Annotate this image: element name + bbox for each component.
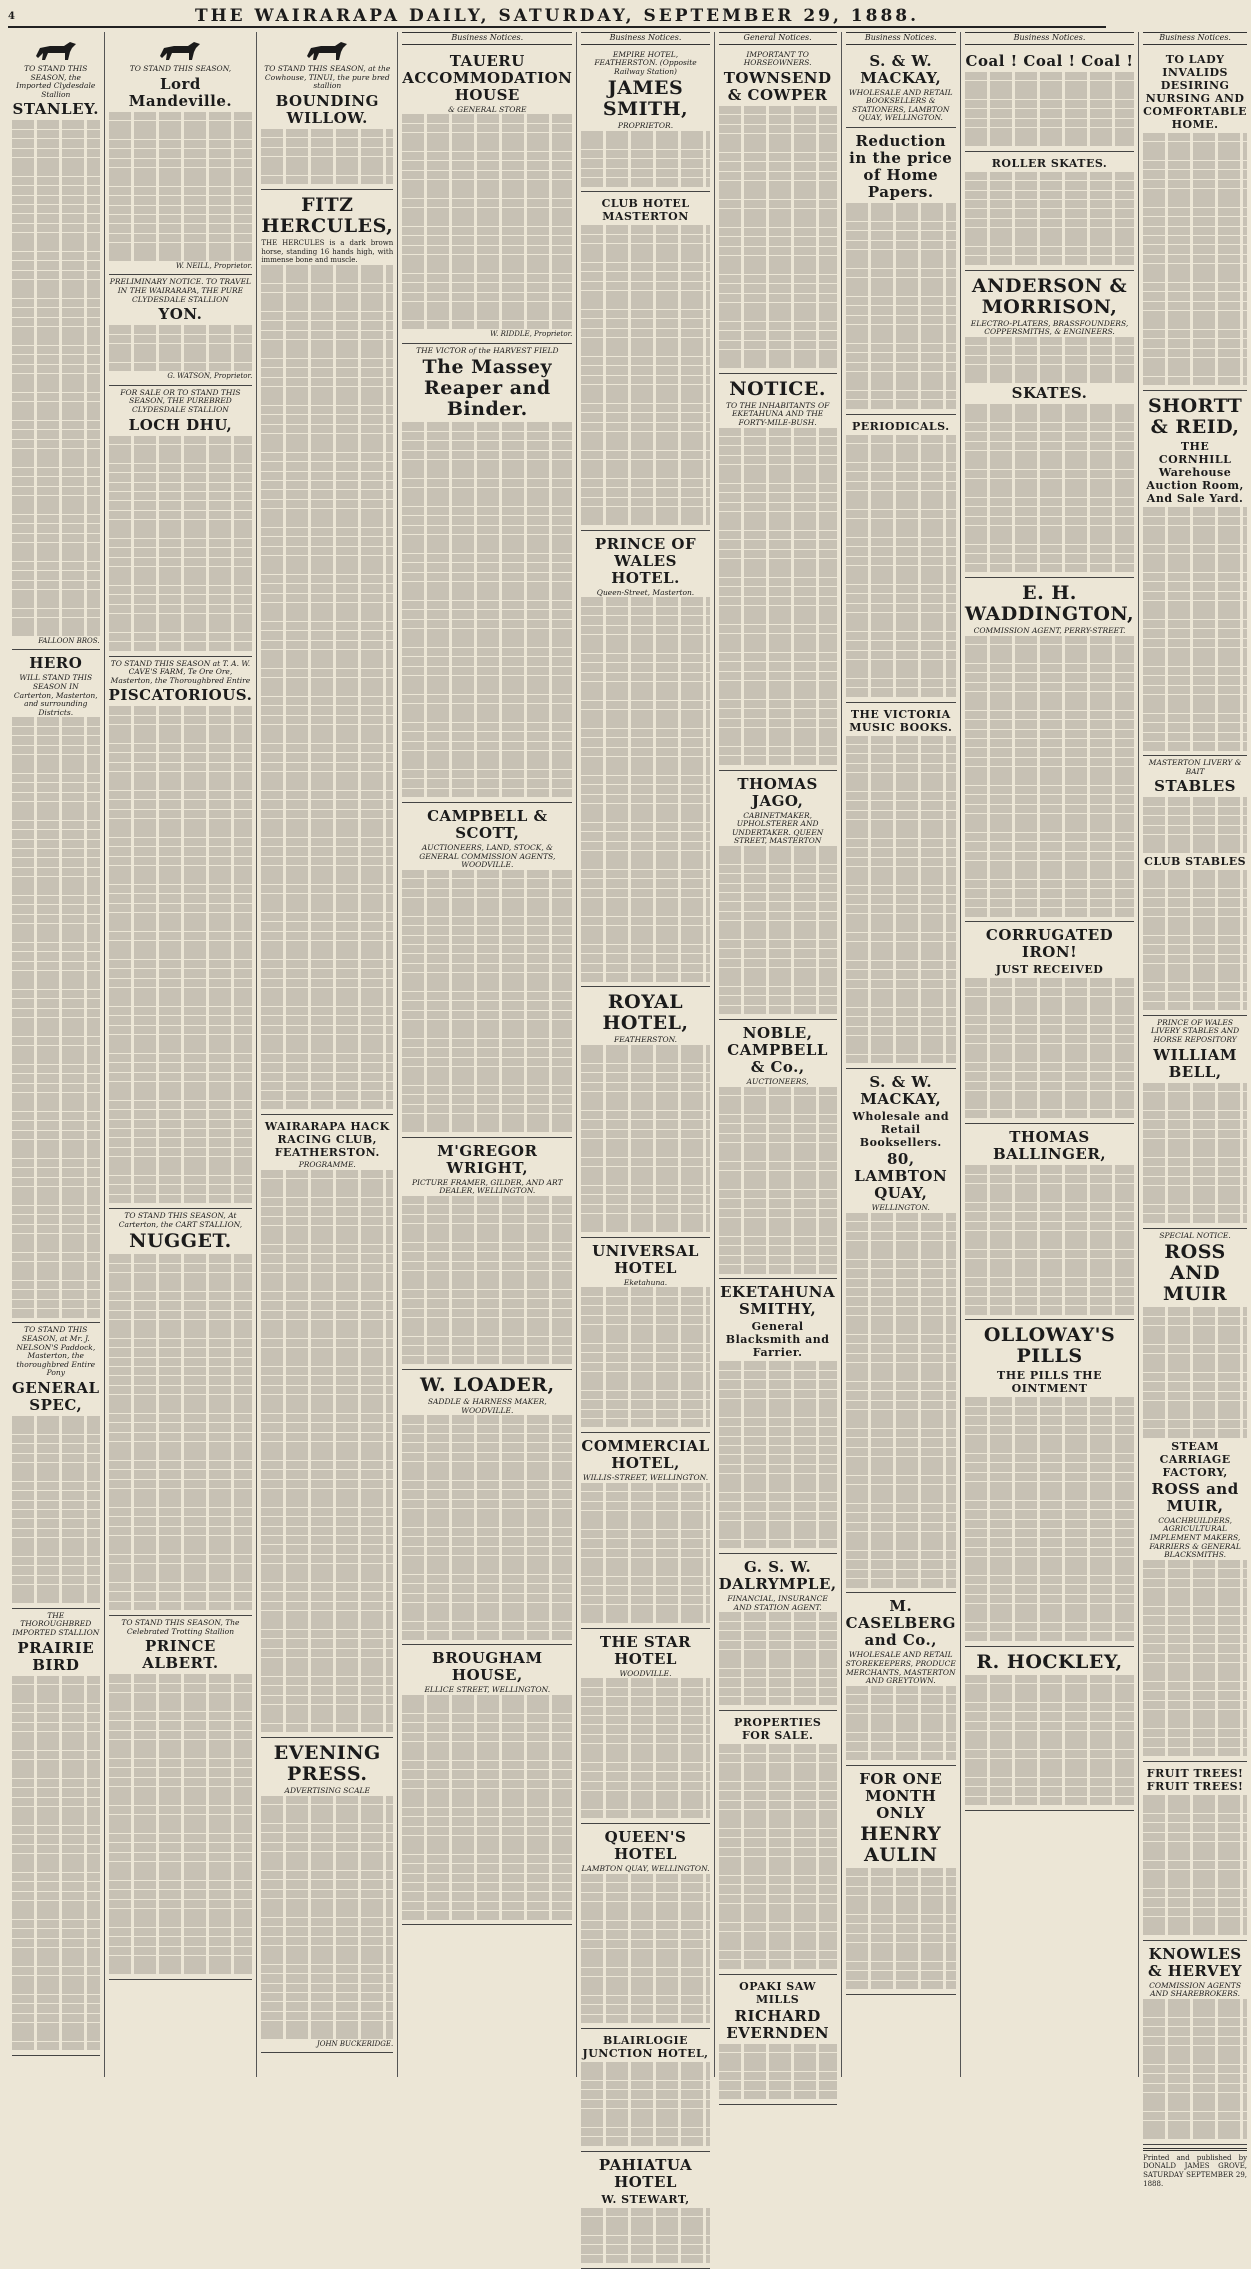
ad-intro: FOR SALE OR TO STAND THIS SEASON, THE PUREBRED CLYDESDALE STALLION bbox=[120, 387, 241, 414]
ad-subheading: AUCTIONEERS, LAND, STOCK, & GENERAL COMMISSION AGENTS, WOODVILLE. bbox=[419, 842, 556, 870]
ad-shortt-reid bbox=[1143, 391, 1247, 756]
ad-body bbox=[109, 325, 253, 371]
ad-signature: W. NEILL, Proprietor. bbox=[175, 261, 253, 270]
ad-intro: PRELIMINARY NOTICE. TO TRAVEL IN THE WAIRARAPA, THE PURE CLYDESDALE STALLION bbox=[109, 277, 252, 304]
ad-heading: FITZ HERCULES, bbox=[261, 194, 394, 238]
ad-body bbox=[1143, 1083, 1247, 1223]
ad-body bbox=[1143, 870, 1247, 1010]
horse-icon bbox=[261, 38, 393, 62]
ad-subheading: W. STEWART, bbox=[601, 2192, 690, 2206]
ad-body bbox=[581, 1678, 709, 1818]
ad-heading: CORRUGATED IRON! bbox=[985, 926, 1114, 962]
ad-coal bbox=[965, 48, 1134, 152]
ad-prince-of-wales-hotel bbox=[581, 531, 709, 988]
ad-heading: STABLES bbox=[1154, 777, 1236, 796]
ad-subheading: FEATHERSTON. bbox=[613, 1035, 678, 1045]
ad-body bbox=[846, 1213, 956, 1588]
ad-thomas-jago bbox=[719, 771, 837, 1020]
column-4 bbox=[398, 32, 577, 2077]
ad-body bbox=[261, 129, 393, 185]
ad-heading: S. & W. MACKAY, bbox=[860, 51, 942, 87]
ad-body bbox=[846, 1868, 956, 1989]
column-5 bbox=[577, 32, 714, 2206]
ad-subheading: & GENERAL STORE bbox=[448, 104, 527, 114]
ad-heading: ANDERSON & MORRISON, bbox=[971, 274, 1128, 318]
ad-body bbox=[846, 1686, 956, 1760]
ad-body bbox=[719, 106, 837, 368]
ad-address: 80, LAMBTON QUAY, bbox=[854, 1150, 948, 1203]
ad-heading: CAMPBELL & SCOTT, bbox=[427, 806, 548, 842]
ad-hero bbox=[12, 650, 100, 1323]
ad-intro: TO STAND THIS SEASON, The Celebrated Trotting Stallion bbox=[121, 1618, 240, 1636]
ad-blairlogie-hotel bbox=[581, 2029, 709, 2152]
ad-heading: PROPERTIES FOR SALE. bbox=[734, 1716, 822, 1743]
ad-heading: Lord Mandeville. bbox=[128, 74, 233, 110]
ad-heading: STANLEY. bbox=[12, 100, 100, 119]
column-9 bbox=[1139, 32, 1251, 2188]
ad-anderson-morrison bbox=[965, 271, 1134, 578]
ad-caselberg bbox=[846, 1593, 956, 1766]
imprint: Printed and published by DONALD JAMES GROVE, SATURDAY SEPTEMBER 29, 1888. bbox=[1143, 2153, 1248, 2188]
ad-intro: EMPIRE HOTEL, FEATHERSTON. (Opposite Railway Station) bbox=[594, 49, 697, 76]
ad-fruit-trees bbox=[1143, 1762, 1247, 1941]
ad-intro: MASTERTON LIVERY & BAIT bbox=[1148, 758, 1242, 776]
ad-hack-racing-club bbox=[261, 1115, 393, 1738]
ad-subheading: PROGRAMME. bbox=[298, 1160, 356, 1170]
ad-heading: CLUB HOTEL MASTERTON bbox=[601, 197, 690, 224]
ad-subheading: WHOLESALE AND RETAIL STOREKEEPERS, PRODUCE MERCHANTS, MASTERTON AND GREYTOWN. bbox=[845, 1650, 956, 1686]
ad-body bbox=[1143, 1999, 1247, 2139]
ad-heading: GENERAL SPEC, bbox=[12, 1378, 100, 1414]
ad-intro: TO STAND THIS SEASON, at Mr. J. NELSON'S Paddock, Masterton, the thoroughbred Entire Pony bbox=[16, 1325, 96, 1378]
column-header: Business Notices. bbox=[1143, 32, 1247, 45]
ad-body bbox=[719, 846, 837, 1014]
ad-w-loader bbox=[402, 1370, 572, 1646]
column-2 bbox=[105, 32, 258, 2077]
ad-subheading: SADDLE & HARNESS MAKER, WOODVILLE. bbox=[427, 1396, 547, 1415]
ad-body bbox=[581, 2062, 709, 2146]
ad-body bbox=[402, 422, 572, 797]
ad-body bbox=[1143, 507, 1247, 750]
ad-lady-invalids bbox=[1143, 48, 1247, 392]
ad-heading: THOMAS BALLINGER, bbox=[992, 1128, 1107, 1164]
ad-yon bbox=[109, 275, 253, 385]
ad-waddington bbox=[965, 578, 1134, 922]
columns bbox=[8, 32, 1248, 2206]
ad-nugget bbox=[109, 1209, 253, 1616]
ad-body bbox=[402, 114, 572, 329]
ad-heading: FRUIT TREES! FRUIT TREES! bbox=[1146, 1766, 1244, 1793]
ad-knowles-hervey bbox=[1143, 1941, 1247, 2145]
ad-body bbox=[261, 1796, 393, 2039]
ad-body bbox=[12, 717, 100, 1317]
page-number: 4 bbox=[8, 10, 15, 22]
ad-heading: NUGGET. bbox=[129, 1230, 232, 1253]
ad-body bbox=[1143, 1795, 1247, 1935]
ad-royal-hotel bbox=[581, 987, 709, 1237]
ad-star-hotel bbox=[581, 1629, 709, 1824]
ad-heading: PISCATORIOUS. bbox=[108, 686, 253, 705]
newspaper-title: THE WAIRARAPA DAILY, SATURDAY, SEPTEMBER 29, 1888. bbox=[194, 6, 920, 26]
ad-body bbox=[965, 404, 1134, 572]
column-7 bbox=[842, 32, 961, 2077]
ad-club-hotel bbox=[581, 192, 709, 531]
column-header: Business Notices. bbox=[965, 32, 1134, 45]
ad-heading: ROLLER SKATES. bbox=[991, 156, 1108, 170]
ad-brougham-house bbox=[402, 1645, 572, 1925]
ad-heading: QUEEN'S HOTEL bbox=[604, 1828, 687, 1864]
column-8 bbox=[961, 32, 1139, 2077]
ad-subheading: COACHBUILDERS, AGRICULTURAL IMPLEMENT MAKERS, FARRIERS & GENERAL BLACKSMITHS. bbox=[1149, 1515, 1241, 1560]
ad-heading: BOUNDING WILLOW. bbox=[275, 91, 379, 127]
ad-body bbox=[1143, 1307, 1247, 1438]
ad-heading: SHORTT & REID, bbox=[1147, 395, 1243, 439]
ad-subheading: Eketahuna. bbox=[623, 1277, 668, 1287]
ad-periodicals bbox=[846, 415, 956, 703]
ad-heading: OPAKI SAW MILLS bbox=[739, 1979, 817, 2006]
ad-intro: THE HERCULES is a dark brown horse, standing 16 hands high, with immense bone and muscle. bbox=[261, 239, 394, 265]
ad-subheading: ADVERTISING SCALE bbox=[284, 1786, 370, 1796]
ad-club-stables: CLUB STABLES bbox=[1144, 855, 1247, 869]
ad-heading: G. S. W. DALRYMPLE, bbox=[718, 1558, 837, 1594]
ad-body bbox=[846, 435, 956, 697]
ad-body bbox=[965, 1165, 1134, 1314]
ad-queens-hotel bbox=[581, 1824, 709, 2029]
horse-icon bbox=[12, 38, 100, 62]
ad-empire-hotel bbox=[581, 48, 709, 193]
ad-body bbox=[965, 978, 1134, 1118]
ad-subheading: WILLIS-STREET, WELLINGTON. bbox=[582, 1473, 709, 1483]
ad-subheading: ELLICE STREET, WELLINGTON. bbox=[424, 1685, 551, 1695]
ad-opaki-saw-mills bbox=[719, 1975, 837, 2105]
ad-heading: YON. bbox=[158, 305, 203, 324]
ad-mgregor-wright bbox=[402, 1138, 572, 1370]
ad-pahiatua-hotel bbox=[581, 2152, 709, 2269]
ad-townsend-cowper bbox=[719, 48, 837, 374]
ad-intro: WILL STAND THIS SEASON IN Carterton, Masterton, and surrounding Districts. bbox=[13, 673, 98, 717]
ad-subheading: AUCTIONEERS, bbox=[746, 1076, 809, 1086]
ad-general-spec bbox=[12, 1323, 100, 1608]
ad-subheading: COMMISSION AGENT, PERRY-STREET. bbox=[973, 626, 1126, 635]
masthead bbox=[8, 6, 1106, 28]
ad-heading: WILLIAM BELL, bbox=[1153, 1045, 1237, 1081]
ad-intro: IMPORTANT TO HORSEOWNERS. bbox=[743, 49, 812, 68]
ad-livery-stables bbox=[1143, 756, 1247, 1016]
ad-body bbox=[719, 1744, 837, 1969]
ad-body bbox=[109, 706, 253, 1203]
column-header: Business Notices. bbox=[402, 32, 572, 45]
ad-heading: M'GREGOR WRIGHT, bbox=[437, 1141, 538, 1177]
ad-subheading: FINANCIAL, INSURANCE AND STATION AGENT. bbox=[727, 1594, 828, 1612]
column-header: Business Notices. bbox=[846, 32, 956, 45]
ad-evening-press bbox=[261, 1738, 393, 2053]
ad-heading: THE VICTORIA MUSIC BOOKS. bbox=[849, 707, 953, 734]
ad-heading: UNIVERSAL HOTEL bbox=[592, 1241, 699, 1277]
ad-heading: EKETAHUNA SMITHY, bbox=[720, 1283, 836, 1319]
ad-body bbox=[581, 1874, 709, 2023]
ad-body bbox=[12, 1416, 100, 1603]
ad-heading: COMMERCIAL HOTEL, bbox=[581, 1437, 710, 1473]
ad-heading: KNOWLES & HERVEY bbox=[1148, 1944, 1243, 1980]
ad-body bbox=[581, 131, 709, 187]
ad-subheading: ELECTRO-PLATERS, BRASSFOUNDERS, COPPERSMITHS, & ENGINEERS. bbox=[970, 318, 1129, 337]
ad-heading: The Massey Reaper and Binder. bbox=[422, 356, 553, 421]
ad-subheading: RICHARD EVERNDEN bbox=[726, 2006, 830, 2042]
ad-subheading: LAMBTON QUAY, WELLINGTON. bbox=[581, 1864, 710, 1874]
ad-subheading: WOODVILLE. bbox=[619, 1668, 672, 1678]
ad-subheading: PROPRIETOR. bbox=[617, 121, 674, 131]
ad-subheading: THE CORNHILL Warehouse Auction Room, And Sale Yard. bbox=[1146, 440, 1244, 506]
ad-intro: TO STAND THIS SEASON, at the Cowhouse, TINUI, the pure bred stallion bbox=[264, 64, 391, 91]
ad-body bbox=[846, 203, 956, 409]
ad-body bbox=[1143, 1560, 1247, 1756]
ad-body bbox=[402, 870, 572, 1132]
ad-heading: TO LADY INVALIDS DESIRING NURSING AND COMFORTABLE HOME. bbox=[1143, 52, 1248, 131]
ad-heading: LOCH DHU, bbox=[128, 415, 233, 434]
ad-hockley bbox=[965, 1647, 1134, 1811]
ad-lord-mandeville bbox=[109, 32, 253, 275]
ad-body bbox=[402, 1695, 572, 1920]
ad-intro: TO STAND THIS SEASON at T. A. W. CAVE'S FARM, Te Ore Ore, Masterton, the Thoroughbred Entire bbox=[110, 658, 251, 685]
ad-corrugated-iron bbox=[965, 922, 1134, 1124]
ad-heading: THE STAR HOTEL bbox=[599, 1632, 692, 1668]
ad-intro: SPECIAL NOTICE. bbox=[1159, 1230, 1231, 1240]
ad-subheading: PICTURE FRAMER, GILDER, AND ART DEALER, WELLINGTON. bbox=[412, 1177, 563, 1196]
ad-heading: JAMES SMITH, bbox=[602, 77, 689, 121]
ad-subheading: General Blacksmith and Farrier. bbox=[725, 1320, 830, 1360]
ad-commercial-hotel bbox=[581, 1433, 709, 1628]
ad-heading: THOMAS JAGO, bbox=[737, 774, 818, 810]
ad-body bbox=[965, 72, 1134, 146]
ad-body bbox=[965, 636, 1134, 917]
ad-heading: OLLOWAY'S PILLS bbox=[983, 1324, 1116, 1368]
ad-skates-heading: SKATES. bbox=[1011, 383, 1088, 402]
ad-prairie-bird bbox=[12, 1609, 100, 2056]
ad-subheading: THE PILLS THE OINTMENT bbox=[997, 1369, 1102, 1396]
ad-taueru bbox=[402, 48, 572, 344]
ad-subheading: TO THE INHABITANTS OF EKETAHUNA AND THE FORTY-MILE-BUSH. bbox=[725, 400, 830, 427]
ad-mackay-booksellers bbox=[846, 48, 956, 128]
ad-heading: TOWNSEND & COWPER bbox=[723, 68, 832, 104]
ad-intro: TO STAND THIS SEASON, the Imported Clydesdale Stallion bbox=[16, 64, 96, 99]
ad-thomas-ballinger bbox=[965, 1124, 1134, 1320]
ad-heading: BROUGHAM HOUSE, bbox=[432, 1649, 543, 1685]
ad-body bbox=[965, 172, 1134, 265]
ad-city: WELLINGTON. bbox=[871, 1203, 930, 1213]
ad-heading: M. CASELBERG and Co., bbox=[845, 1597, 956, 1650]
ad-body bbox=[109, 436, 253, 651]
ad-properties-for-sale bbox=[719, 1711, 837, 1974]
ad-body bbox=[581, 2208, 709, 2264]
ad-body bbox=[965, 1397, 1134, 1640]
ad-body bbox=[1143, 133, 1247, 386]
ad-heading: PRINCE ALBERT. bbox=[142, 1637, 219, 1673]
ad-signature: G. WATSON, Proprietor. bbox=[167, 372, 253, 381]
ad-heading: Reduction in the price of Home Papers. bbox=[849, 131, 953, 201]
ad-body bbox=[719, 1361, 837, 1548]
ad-ross-and-muir bbox=[1143, 1229, 1247, 1762]
ad-heading: R. HOCKLEY, bbox=[976, 1650, 1123, 1673]
ad-subheading: WHOLESALE AND RETAIL BOOKSELLERS & STATIONERS, LAMBTON QUAY, WELLINGTON. bbox=[848, 87, 953, 123]
ad-subheading: HENRY AULIN bbox=[860, 1822, 942, 1866]
ad-body bbox=[261, 1170, 393, 1733]
column-1 bbox=[8, 32, 105, 2077]
ad-home-papers bbox=[846, 128, 956, 415]
ad-heading: PERIODICALS. bbox=[851, 419, 950, 433]
ad-body bbox=[402, 1196, 572, 1364]
ad-body bbox=[581, 225, 709, 525]
ad-body bbox=[581, 1483, 709, 1623]
ad-heading: FOR ONE MONTH ONLY bbox=[859, 1769, 943, 1822]
ad-body bbox=[12, 120, 100, 636]
ad-intro: PRINCE OF WALES LIVERY STABLES AND HORSE REPOSITORY bbox=[1150, 1017, 1240, 1045]
ad-body bbox=[402, 1415, 572, 1640]
ad-fitz-hercules bbox=[261, 190, 393, 1115]
ad-body bbox=[719, 2044, 837, 2100]
column-6 bbox=[715, 32, 842, 2077]
ad-body bbox=[965, 1675, 1134, 1806]
ad-heading: PRAIRIE BIRD bbox=[17, 1638, 95, 1674]
ad-body bbox=[965, 337, 1134, 383]
column-header: General Notices. bbox=[719, 32, 837, 45]
ad-body bbox=[719, 1087, 837, 1274]
ad-heading: W. LOADER, bbox=[419, 1373, 555, 1396]
ad-subheading: JUST RECEIVED bbox=[995, 963, 1104, 977]
ad-subheading: CABINETMAKER, UPHOLSTERER AND UNDERTAKER. QUEEN STREET, MASTERTON bbox=[731, 810, 824, 846]
ad-mackay-wholesale bbox=[846, 1069, 956, 1593]
ad-heading: TAUERU ACCOMMODATION HOUSE bbox=[402, 51, 573, 104]
ad-notice-eketahuna bbox=[719, 374, 837, 771]
ad-heading: ROSS AND MUIR bbox=[1162, 1241, 1228, 1306]
ad-body bbox=[581, 597, 709, 981]
ad-prince-albert bbox=[109, 1616, 253, 1980]
ad-intro: TO STAND THIS SEASON, At Carterton, the CART STALLION, bbox=[118, 1211, 243, 1229]
ad-body bbox=[109, 1254, 253, 1610]
ad-massey-reaper bbox=[402, 344, 572, 803]
ad-body bbox=[846, 736, 956, 1064]
ad-ross-muir-heading: ROSS and MUIR, bbox=[1151, 1479, 1239, 1515]
ad-heading: EVENING PRESS. bbox=[273, 1742, 381, 1786]
ad-steam-factory: STEAM CARRIAGE FACTORY, bbox=[1159, 1439, 1231, 1479]
horse-icon bbox=[109, 38, 253, 62]
ad-body bbox=[261, 265, 393, 1109]
ad-body bbox=[109, 1674, 253, 1974]
ad-piscatorious bbox=[109, 657, 253, 1209]
ad-signature: W. RIDDLE, Proprietor. bbox=[490, 330, 573, 339]
ad-eketahuna-smithy bbox=[719, 1279, 837, 1554]
ad-intro: THE VICTOR of the HARVEST FIELD bbox=[416, 345, 559, 355]
ad-heading: WAIRARAPA HACK RACING CLUB, FEATHERSTON. bbox=[264, 1120, 390, 1160]
ad-body bbox=[719, 428, 837, 765]
column-3 bbox=[257, 32, 398, 2077]
ad-heading: NOTICE. bbox=[729, 377, 826, 400]
ad-victoria-music-books bbox=[846, 703, 956, 1070]
ad-universal-hotel bbox=[581, 1238, 709, 1433]
ad-body bbox=[581, 1045, 709, 1232]
ad-roller-skates bbox=[965, 152, 1134, 271]
ad-holloways-pills bbox=[965, 1320, 1134, 1646]
ad-william-bell bbox=[1143, 1016, 1247, 1229]
ad-heading: PAHIATUA HOTEL bbox=[598, 2155, 693, 2191]
ad-heading: Coal ! Coal ! Coal ! bbox=[965, 51, 1134, 70]
ad-henry-aulin bbox=[846, 1766, 956, 1995]
ad-heading: HERO bbox=[29, 654, 83, 673]
ad-bounding-willow bbox=[261, 32, 393, 190]
ad-heading: BLAIRLOGIE JUNCTION HOTEL, bbox=[582, 2034, 709, 2061]
ad-body bbox=[581, 1287, 709, 1427]
ad-signature: JOHN BUCKERIDGE. bbox=[316, 2039, 394, 2048]
ad-stanley bbox=[12, 32, 100, 650]
ad-body bbox=[109, 112, 253, 261]
ad-body bbox=[1143, 797, 1247, 853]
ad-heading: ROYAL HOTEL, bbox=[602, 991, 689, 1035]
ad-intro: THE THOROUGHBRED IMPORTED STALLION bbox=[12, 1610, 100, 1637]
ad-heading: NOBLE, CAMPBELL & Co., bbox=[727, 1023, 828, 1076]
ad-campbell-scott bbox=[402, 803, 572, 1138]
ad-heading: S. & W. MACKAY, bbox=[860, 1073, 942, 1109]
ad-heading: E. H. WADDINGTON, bbox=[964, 582, 1135, 625]
ad-subheading: Queen-Street, Masterton. bbox=[596, 587, 695, 597]
ad-dalrymple bbox=[719, 1554, 837, 1711]
ad-subheading: Wholesale and Retail Booksellers. bbox=[852, 1110, 950, 1150]
ad-body bbox=[719, 1612, 837, 1705]
ad-body bbox=[12, 1676, 100, 2051]
ad-heading: PRINCE OF WALES HOTEL. bbox=[594, 534, 697, 587]
ad-subheading: COMMISSION AGENTS AND SHAREBROKERS. bbox=[1149, 1980, 1242, 1999]
ad-signature: FALLOON BROS. bbox=[38, 636, 100, 645]
ad-noble-campbell bbox=[719, 1020, 837, 1279]
column-header: Business Notices. bbox=[581, 32, 709, 45]
ad-loch-dhu bbox=[109, 386, 253, 657]
ad-intro: TO STAND THIS SEASON, bbox=[129, 64, 232, 73]
